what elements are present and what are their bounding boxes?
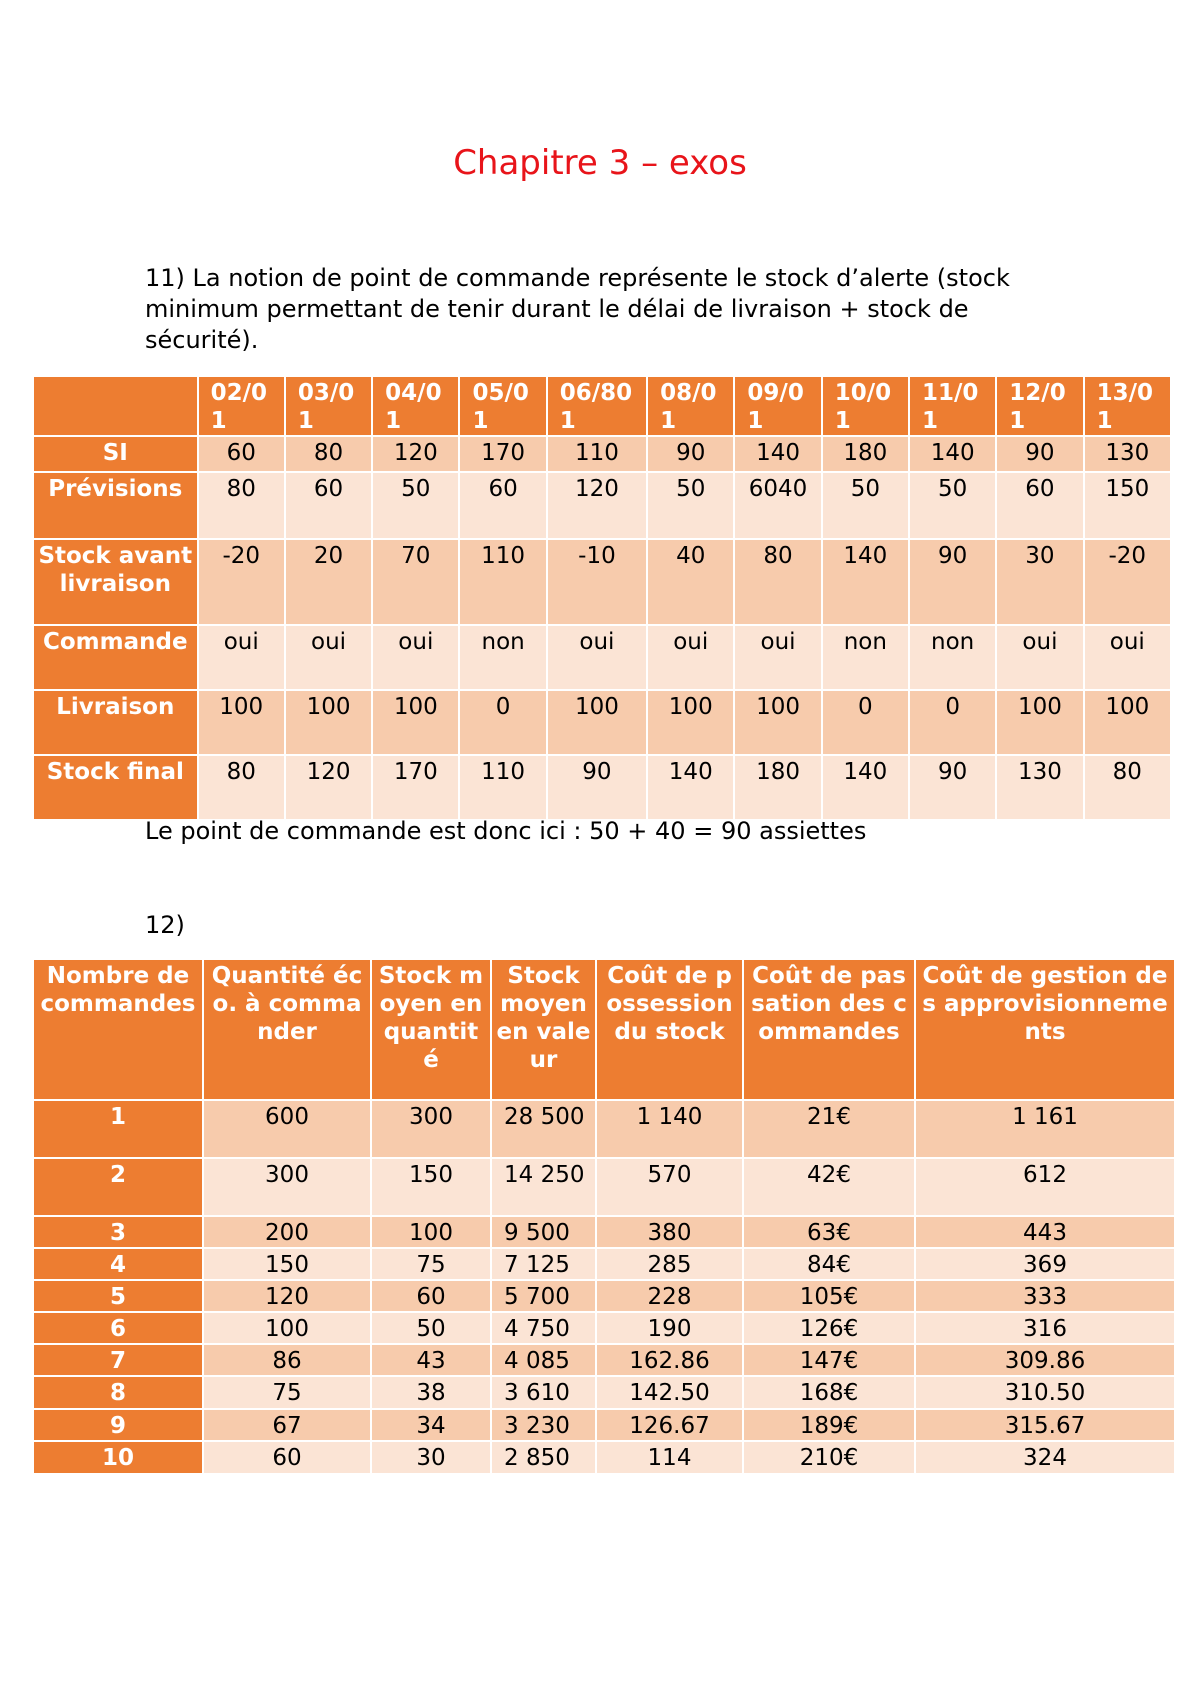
table-row	[33, 1344, 1175, 1376]
row-label: 8	[33, 1376, 203, 1409]
table-cell: 100	[647, 690, 734, 755]
table-row	[33, 1409, 1175, 1441]
table-cell: 90	[647, 436, 734, 472]
column-header: Stock moyen en quantité	[371, 959, 491, 1100]
row-label: 1	[33, 1100, 203, 1158]
table-cell: 285	[596, 1248, 743, 1280]
table-cell: 126€	[743, 1312, 915, 1344]
table-cell: 168€	[743, 1376, 915, 1409]
table-cell: 369	[915, 1248, 1175, 1280]
table-cell: 0	[909, 690, 996, 755]
table-cell: 150	[1084, 472, 1171, 539]
table-cell: 150	[371, 1158, 491, 1216]
table-cell: 142.50	[596, 1376, 743, 1409]
table-cell: 140	[734, 436, 821, 472]
table-row	[33, 1312, 1175, 1344]
table-cell: 6040	[734, 472, 821, 539]
table-cell: 90	[909, 539, 996, 625]
table-cell: 7 125	[491, 1248, 596, 1280]
date-header: 09/01	[734, 376, 821, 436]
table-cell: 600	[203, 1100, 371, 1158]
date-header: 10/01	[822, 376, 909, 436]
table-cell: oui	[1084, 625, 1171, 690]
table-cell: 34	[371, 1409, 491, 1441]
table-cell: 42€	[743, 1158, 915, 1216]
date-header: 12/01	[996, 376, 1083, 436]
table-cell: 43	[371, 1344, 491, 1376]
table-cell: 67	[203, 1409, 371, 1441]
date-header: 04/01	[372, 376, 459, 436]
column-header: Coût de possession du stock	[596, 959, 743, 1100]
row-label: Commande	[33, 625, 198, 690]
date-header: 11/01	[909, 376, 996, 436]
supply-cost-table	[32, 958, 1176, 1475]
table-row	[33, 1376, 1175, 1409]
table-cell: oui	[996, 625, 1083, 690]
table-cell: 100	[547, 690, 647, 755]
table-cell: 200	[203, 1216, 371, 1248]
table-cell: 120	[372, 436, 459, 472]
table-cell: 120	[285, 755, 372, 820]
table-cell: 21€	[743, 1100, 915, 1158]
date-header: 06/801	[547, 376, 647, 436]
table-cell: 60	[459, 472, 546, 539]
table-cell: 3 230	[491, 1409, 596, 1441]
table-row	[33, 755, 1171, 820]
question-12-label: 12)	[145, 911, 185, 939]
table-cell: oui	[285, 625, 372, 690]
header-corner	[33, 376, 198, 436]
table-cell: 50	[372, 472, 459, 539]
table-cell: 75	[203, 1376, 371, 1409]
table-cell: 114	[596, 1441, 743, 1474]
table-cell: 84€	[743, 1248, 915, 1280]
table-row	[33, 1280, 1175, 1312]
table-cell: 120	[547, 472, 647, 539]
row-label: 5	[33, 1280, 203, 1312]
table-row	[33, 472, 1171, 539]
table-cell: 100	[198, 690, 285, 755]
table-cell: oui	[372, 625, 459, 690]
row-label: 6	[33, 1312, 203, 1344]
table-cell: 90	[996, 436, 1083, 472]
table-cell: 86	[203, 1344, 371, 1376]
table-cell: 5 700	[491, 1280, 596, 1312]
table-cell: 130	[996, 755, 1083, 820]
table-cell: 309.86	[915, 1344, 1175, 1376]
table-cell: 80	[1084, 755, 1171, 820]
table-row	[33, 1158, 1175, 1216]
table-cell: 100	[372, 690, 459, 755]
column-header: Coût de passation des commandes	[743, 959, 915, 1100]
table-cell: 2 850	[491, 1441, 596, 1474]
table-cell: 120	[203, 1280, 371, 1312]
table-cell: 140	[822, 539, 909, 625]
table-cell: 140	[822, 755, 909, 820]
table-cell: non	[909, 625, 996, 690]
table-row	[33, 539, 1171, 625]
table-cell: 75	[371, 1248, 491, 1280]
table-cell: oui	[734, 625, 821, 690]
table-cell: oui	[198, 625, 285, 690]
column-header: Coût de gestion des approvisionnements	[915, 959, 1175, 1100]
table-cell: 443	[915, 1216, 1175, 1248]
table-cell: 612	[915, 1158, 1175, 1216]
table-cell: 162.86	[596, 1344, 743, 1376]
table-cell: 126.67	[596, 1409, 743, 1441]
table-cell: 300	[203, 1158, 371, 1216]
table-row	[33, 1100, 1175, 1158]
row-label: SI	[33, 436, 198, 472]
row-label: 10	[33, 1441, 203, 1474]
table-cell: 4 750	[491, 1312, 596, 1344]
table-cell: 60	[203, 1441, 371, 1474]
table-cell: 180	[734, 755, 821, 820]
row-label: Livraison	[33, 690, 198, 755]
table-cell: 147€	[743, 1344, 915, 1376]
table-cell: 310.50	[915, 1376, 1175, 1409]
table-cell: 30	[996, 539, 1083, 625]
row-label: Stock avant livraison	[33, 539, 198, 625]
table-cell: 0	[822, 690, 909, 755]
table-cell: 189€	[743, 1409, 915, 1441]
table-cell: 60	[198, 436, 285, 472]
row-label: Prévisions	[33, 472, 198, 539]
table-cell: 100	[285, 690, 372, 755]
row-label: 2	[33, 1158, 203, 1216]
table-cell: -20	[1084, 539, 1171, 625]
table-cell: 380	[596, 1216, 743, 1248]
table-cell: 1 140	[596, 1100, 743, 1158]
table-row	[33, 1248, 1175, 1280]
date-header: 13/01	[1084, 376, 1171, 436]
date-header: 05/01	[459, 376, 546, 436]
table-cell: 100	[734, 690, 821, 755]
table-cell: 50	[647, 472, 734, 539]
question-11-text: 11) La notion de point de commande représente le stock d’alerte (stock minimum permettant de tenir durant le délai de livraison + stock de sécurité).	[145, 264, 1010, 354]
row-label: Stock final	[33, 755, 198, 820]
table-cell: oui	[547, 625, 647, 690]
table-cell: 14 250	[491, 1158, 596, 1216]
table-row	[33, 436, 1171, 472]
table-cell: 70	[372, 539, 459, 625]
table-cell: 180	[822, 436, 909, 472]
table-cell: non	[822, 625, 909, 690]
table-cell: 50	[371, 1312, 491, 1344]
table-cell: 316	[915, 1312, 1175, 1344]
table-cell: 110	[547, 436, 647, 472]
table-cell: 110	[459, 755, 546, 820]
table-cell: 228	[596, 1280, 743, 1312]
table-cell: 50	[822, 472, 909, 539]
column-header: Quantité éco. à commander	[203, 959, 371, 1100]
table-cell: 100	[371, 1216, 491, 1248]
table-cell: 190	[596, 1312, 743, 1344]
table-cell: 90	[547, 755, 647, 820]
table-cell: 300	[371, 1100, 491, 1158]
page-title: Chapitre 3 – exos	[453, 143, 747, 183]
table-cell: non	[459, 625, 546, 690]
table-cell: 80	[198, 755, 285, 820]
question-11-conclusion: Le point de commande est donc ici : 50 + 40 = 90 assiettes	[145, 817, 867, 845]
table-cell: 105€	[743, 1280, 915, 1312]
date-header: 02/01	[198, 376, 285, 436]
table-cell: 140	[909, 436, 996, 472]
row-label: 9	[33, 1409, 203, 1441]
table-cell: 90	[909, 755, 996, 820]
table-cell: 4 085	[491, 1344, 596, 1376]
table-cell: 9 500	[491, 1216, 596, 1248]
stock-table	[32, 375, 1172, 821]
table-cell: 100	[1084, 690, 1171, 755]
table-cell: 100	[996, 690, 1083, 755]
table-cell: 50	[909, 472, 996, 539]
table-cell: 20	[285, 539, 372, 625]
table-cell: 38	[371, 1376, 491, 1409]
column-header: Stock moyen en valeur	[491, 959, 596, 1100]
table-cell: 570	[596, 1158, 743, 1216]
table-cell: 28 500	[491, 1100, 596, 1158]
table-cell: 333	[915, 1280, 1175, 1312]
row-label: 4	[33, 1248, 203, 1280]
table-cell: 80	[285, 436, 372, 472]
table-cell: 30	[371, 1441, 491, 1474]
table-row	[33, 625, 1171, 690]
table-cell: 3 610	[491, 1376, 596, 1409]
table-cell: 110	[459, 539, 546, 625]
table-cell: 63€	[743, 1216, 915, 1248]
table-cell: 315.67	[915, 1409, 1175, 1441]
table-cell: oui	[647, 625, 734, 690]
table-cell: -10	[547, 539, 647, 625]
table-row	[33, 690, 1171, 755]
table-row	[33, 1216, 1175, 1248]
table-cell: 1 161	[915, 1100, 1175, 1158]
table-cell: 80	[734, 539, 821, 625]
table-cell: 170	[459, 436, 546, 472]
row-label: 7	[33, 1344, 203, 1376]
table-cell: 80	[198, 472, 285, 539]
table-cell: 324	[915, 1441, 1175, 1474]
table-cell: 150	[203, 1248, 371, 1280]
column-header: Nombre de commandes	[33, 959, 203, 1100]
date-header: 08/01	[647, 376, 734, 436]
table-cell: 40	[647, 539, 734, 625]
table-cell: 0	[459, 690, 546, 755]
table-cell: 210€	[743, 1441, 915, 1474]
row-label: 3	[33, 1216, 203, 1248]
table-cell: 100	[203, 1312, 371, 1344]
date-header: 03/01	[285, 376, 372, 436]
table-cell: -20	[198, 539, 285, 625]
table-cell: 170	[372, 755, 459, 820]
table-cell: 60	[371, 1280, 491, 1312]
table-row	[33, 1441, 1175, 1474]
table-cell: 60	[996, 472, 1083, 539]
table-cell: 60	[285, 472, 372, 539]
table-cell: 140	[647, 755, 734, 820]
table-cell: 130	[1084, 436, 1171, 472]
